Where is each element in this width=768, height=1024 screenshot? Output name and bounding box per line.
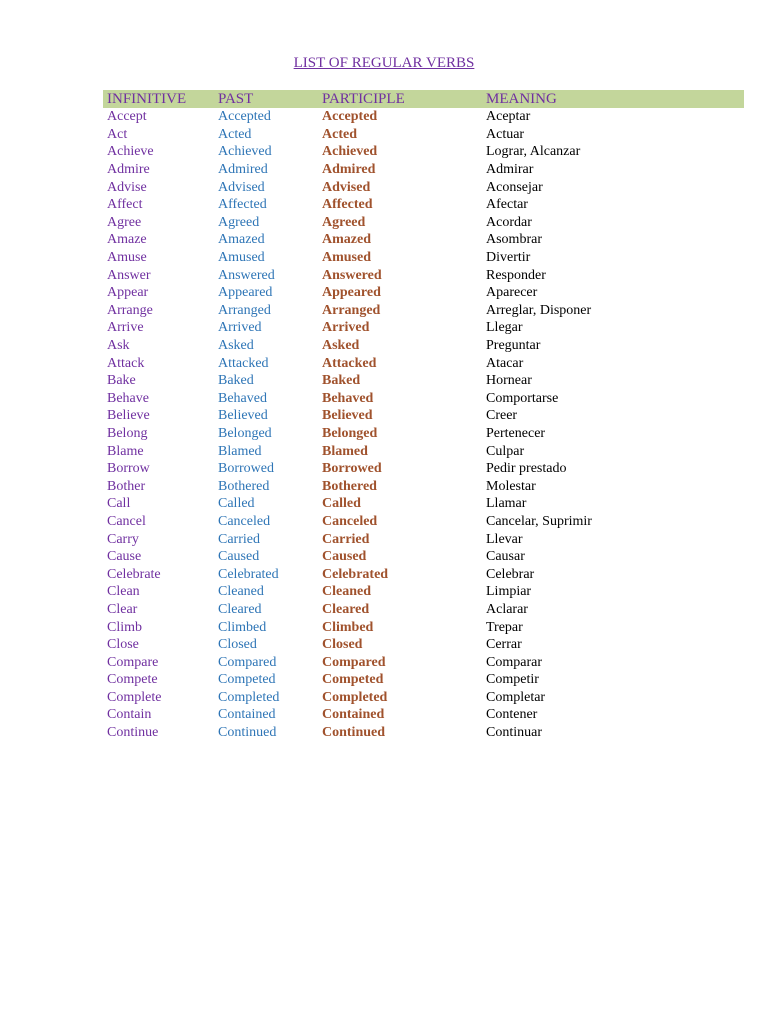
- cell-infinitive: Cancel: [107, 513, 146, 529]
- cell-participle: Contained: [322, 707, 385, 723]
- cell-past: Climbed: [218, 619, 267, 635]
- cell-participle: Asked: [322, 338, 360, 354]
- cell-infinitive: Compete: [107, 672, 158, 688]
- cell-participle: Bothered: [322, 478, 377, 494]
- cell-participle: Cleaned: [322, 584, 371, 600]
- cell-participle: Cleared: [322, 601, 370, 617]
- cell-participle: Called: [322, 496, 361, 512]
- cell-meaning: Preguntar: [486, 338, 541, 354]
- cell-infinitive: Carry: [107, 531, 139, 547]
- cell-past: Agreed: [218, 214, 260, 230]
- cell-participle: Amazed: [322, 232, 371, 248]
- cell-past: Compared: [218, 654, 277, 670]
- cell-meaning: Cerrar: [486, 637, 522, 653]
- cell-participle: Affected: [322, 197, 373, 213]
- header-participle: PARTICIPLE: [318, 90, 482, 108]
- cell-infinitive: Behave: [107, 390, 149, 406]
- table-row: [103, 653, 744, 671]
- cell-meaning: Aconsejar: [486, 179, 543, 195]
- cell-meaning: Pertenecer: [486, 425, 546, 441]
- table-row: [103, 548, 744, 566]
- table-row: [103, 354, 744, 372]
- cell-infinitive: Achieve: [107, 144, 154, 160]
- cell-infinitive: Amuse: [107, 250, 147, 266]
- table-row: [103, 425, 744, 443]
- table-row: [103, 196, 744, 214]
- cell-past: Advised: [218, 179, 265, 195]
- header-past: PAST: [214, 90, 318, 108]
- table-row: [103, 266, 744, 284]
- cell-meaning: Admirar: [486, 162, 534, 178]
- cell-past: Baked: [218, 373, 254, 389]
- cell-infinitive: Belong: [107, 425, 148, 441]
- cell-meaning: Responder: [486, 267, 546, 283]
- table-row: [103, 706, 744, 724]
- table-row: [103, 143, 744, 161]
- cell-infinitive: Affect: [107, 197, 143, 213]
- cell-past: Bothered: [218, 478, 270, 494]
- table-row: [103, 407, 744, 425]
- cell-past: Amused: [218, 250, 265, 266]
- cell-meaning: Continuar: [486, 725, 542, 741]
- table-row: [103, 390, 744, 408]
- cell-participle: Climbed: [322, 619, 374, 635]
- table-row: [103, 460, 744, 478]
- cell-past: Continued: [218, 725, 277, 741]
- cell-meaning: Llegar: [486, 320, 523, 336]
- cell-past: Celebrated: [218, 566, 279, 582]
- cell-meaning: Arreglar, Disponer: [486, 302, 592, 318]
- cell-participle: Agreed: [322, 214, 366, 230]
- cell-participle: Completed: [322, 689, 388, 705]
- cell-meaning: Afectar: [486, 197, 528, 213]
- cell-meaning: Atacar: [486, 355, 524, 371]
- cell-participle: Continued: [322, 725, 386, 741]
- cell-past: Acted: [218, 126, 252, 142]
- cell-participle: Achieved: [322, 144, 378, 160]
- cell-participle: Canceled: [322, 513, 378, 529]
- table-row: [103, 724, 744, 742]
- cell-meaning: Trepar: [486, 619, 523, 635]
- cell-infinitive: Climb: [107, 619, 143, 635]
- cell-infinitive: Bake: [107, 373, 136, 389]
- table-row: [103, 161, 744, 179]
- table-row: [103, 231, 744, 249]
- cell-past: Believed: [218, 408, 268, 424]
- table-row: [103, 636, 744, 654]
- cell-meaning: Aceptar: [486, 109, 531, 125]
- cell-meaning: Aparecer: [486, 285, 538, 301]
- cell-participle: Borrowed: [322, 461, 382, 477]
- cell-infinitive: Attack: [107, 355, 145, 371]
- cell-infinitive: Amaze: [107, 232, 147, 248]
- cell-meaning: Competir: [486, 672, 539, 688]
- cell-past: Blamed: [218, 443, 262, 459]
- cell-past: Called: [218, 496, 255, 512]
- cell-infinitive: Cause: [107, 549, 142, 565]
- cell-meaning: Acordar: [486, 214, 532, 230]
- table-row: [103, 126, 744, 144]
- cell-past: Arranged: [218, 302, 271, 318]
- cell-infinitive: Arrive: [107, 320, 144, 336]
- cell-infinitive: Contain: [107, 707, 152, 723]
- cell-participle: Amused: [322, 250, 372, 266]
- cell-infinitive: Clean: [107, 584, 140, 600]
- header-meaning: MEANING: [482, 90, 744, 108]
- table-row: [103, 249, 744, 267]
- cell-past: Borrowed: [218, 461, 274, 477]
- cell-past: Belonged: [218, 425, 272, 441]
- table-row: [103, 513, 744, 531]
- cell-meaning: Cancelar, Suprimir: [486, 513, 592, 529]
- cell-meaning: Creer: [486, 408, 518, 424]
- table-header-row: [103, 90, 744, 108]
- page-title: LIST OF REGULAR VERBS: [293, 55, 475, 71]
- cell-infinitive: Borrow: [107, 461, 150, 477]
- table-row: [103, 618, 744, 636]
- cell-participle: Compared: [322, 654, 386, 670]
- cell-participle: Belonged: [322, 425, 378, 441]
- cell-meaning: Comportarse: [486, 390, 559, 406]
- cell-past: Cleaned: [218, 584, 264, 600]
- cell-past: Caused: [218, 549, 260, 565]
- cell-participle: Baked: [322, 373, 361, 389]
- cell-participle: Arrived: [322, 320, 370, 336]
- cell-past: Attacked: [218, 355, 269, 371]
- cell-participle: Advised: [322, 179, 371, 195]
- table-row: [103, 214, 744, 232]
- cell-past: Canceled: [218, 513, 271, 529]
- cell-participle: Appeared: [322, 285, 381, 301]
- cell-meaning: Divertir: [486, 250, 531, 266]
- table-row: [103, 689, 744, 707]
- cell-past: Contained: [218, 707, 276, 723]
- cell-participle: Blamed: [322, 443, 368, 459]
- cell-meaning: Molestar: [486, 478, 536, 494]
- table-row: [103, 284, 744, 302]
- cell-infinitive: Advise: [107, 179, 147, 195]
- cell-participle: Acted: [322, 126, 357, 142]
- table-row: [103, 583, 744, 601]
- cell-infinitive: Call: [107, 496, 131, 512]
- cell-past: Arrived: [218, 320, 262, 336]
- cell-participle: Caused: [322, 549, 367, 565]
- cell-meaning: Culpar: [486, 443, 525, 459]
- cell-infinitive: Agree: [107, 214, 142, 230]
- cell-past: Behaved: [218, 390, 267, 406]
- cell-meaning: Asombrar: [486, 232, 542, 248]
- cell-participle: Carried: [322, 531, 370, 547]
- cell-past: Closed: [218, 637, 257, 653]
- cell-infinitive: Accept: [107, 109, 147, 125]
- cell-past: Affected: [218, 197, 267, 213]
- cell-participle: Accepted: [322, 109, 378, 125]
- cell-meaning: Causar: [486, 549, 525, 565]
- table-row: [103, 671, 744, 689]
- cell-meaning: Llevar: [486, 531, 523, 547]
- cell-participle: Believed: [322, 408, 373, 424]
- table-row: [103, 565, 744, 583]
- cell-participle: Competed: [322, 672, 384, 688]
- cell-meaning: Pedir prestado: [486, 461, 567, 477]
- cell-past: Competed: [218, 672, 276, 688]
- cell-participle: Closed: [322, 637, 363, 653]
- cell-past: Achieved: [218, 144, 272, 160]
- cell-infinitive: Appear: [107, 285, 149, 301]
- cell-infinitive: Celebrate: [107, 566, 161, 582]
- table-row: [103, 337, 744, 355]
- cell-infinitive: Complete: [107, 689, 162, 705]
- cell-infinitive: Blame: [107, 443, 144, 459]
- cell-meaning: Completar: [486, 689, 546, 705]
- cell-past: Accepted: [218, 109, 271, 125]
- cell-participle: Answered: [322, 267, 382, 283]
- cell-past: Asked: [218, 338, 254, 354]
- cell-participle: Arranged: [322, 302, 381, 318]
- cell-infinitive: Believe: [107, 408, 150, 424]
- cell-infinitive: Arrange: [107, 302, 153, 318]
- header-infinitive: INFINITIVE: [103, 90, 214, 108]
- cell-infinitive: Act: [107, 126, 128, 142]
- cell-past: Completed: [218, 689, 280, 705]
- table-row: [103, 302, 744, 320]
- cell-meaning: Actuar: [486, 126, 525, 142]
- cell-participle: Behaved: [322, 390, 374, 406]
- cell-meaning: Lograr, Alcanzar: [486, 144, 581, 160]
- cell-meaning: Comparar: [486, 654, 542, 670]
- table-row: [103, 601, 744, 619]
- cell-meaning: Limpiar: [486, 584, 532, 600]
- table-row: [103, 442, 744, 460]
- cell-meaning: Llamar: [486, 496, 527, 512]
- cell-meaning: Contener: [486, 707, 538, 723]
- cell-participle: Admired: [322, 162, 376, 178]
- table-row: [103, 372, 744, 390]
- cell-participle: Celebrated: [322, 566, 389, 582]
- table-row: [103, 108, 744, 126]
- cell-infinitive: Clear: [107, 601, 138, 617]
- table-row: [103, 530, 744, 548]
- cell-meaning: Aclarar: [486, 601, 528, 617]
- table-row: [103, 178, 744, 196]
- cell-infinitive: Answer: [107, 267, 151, 283]
- verb-table: [103, 90, 744, 741]
- cell-infinitive: Close: [107, 637, 139, 653]
- table-row: [103, 319, 744, 337]
- cell-infinitive: Ask: [107, 338, 130, 354]
- cell-infinitive: Continue: [107, 725, 159, 741]
- table-row: [103, 495, 744, 513]
- cell-past: Answered: [218, 267, 275, 283]
- cell-meaning: Hornear: [486, 373, 532, 389]
- table-row: [103, 477, 744, 495]
- cell-participle: Attacked: [322, 355, 377, 371]
- cell-past: Admired: [218, 162, 268, 178]
- cell-past: Cleared: [218, 601, 262, 617]
- cell-past: Appeared: [218, 285, 273, 301]
- cell-past: Amazed: [218, 232, 265, 248]
- cell-past: Carried: [218, 531, 260, 547]
- cell-infinitive: Compare: [107, 654, 159, 670]
- cell-infinitive: Admire: [107, 162, 150, 178]
- cell-meaning: Celebrar: [486, 566, 535, 582]
- cell-infinitive: Bother: [107, 478, 146, 494]
